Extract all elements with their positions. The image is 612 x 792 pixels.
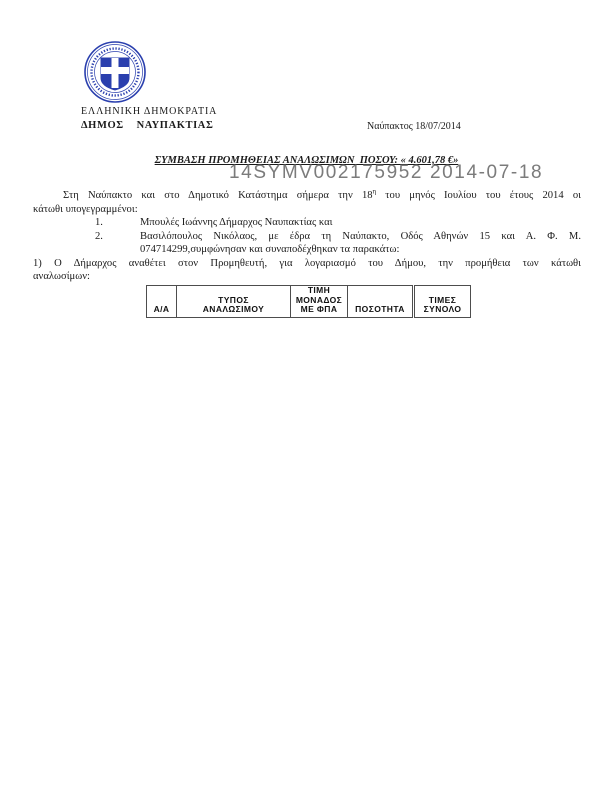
col-header-total: ΤΙΜΕΣ ΣΥΝΟΛΟ	[414, 286, 471, 318]
list-number: 2.	[95, 230, 103, 242]
col-header-unit-price: ΤΙΜΗ ΜΟΝΑΔΟΣ ΜΕ ΦΠΑ	[291, 286, 348, 318]
body-text	[33, 189, 581, 284]
list-item-text: 074714299,συμφώνησαν και συναποδέχθηκαν τα παρακάτω:	[140, 244, 400, 255]
paragraph-text: Στη Ναύπακτο και στο Δημοτικό Κατάστημα σήμερα την 18	[63, 190, 373, 201]
col-header-aa: Α/Α	[147, 286, 177, 318]
list-item-2-line-2	[33, 243, 581, 257]
list-number: 1.	[95, 217, 103, 228]
list-item-text: Μπουλές Ιωάννης Δήμαρχος Ναυπακτίας και	[140, 217, 333, 228]
paragraph-text: του μηνός Ιουλίου του έτους 2014 οι	[376, 190, 581, 201]
list-item-2-line-1	[33, 230, 581, 244]
document-title: ΣΥΜΒΑΣΗ ΠΡΟΜΗΘΕΙΑΣ ΑΝΑΛΩΣΙΜΩΝ ΠΟΣΟΥ: « 4.601,78 €»	[154, 155, 459, 166]
municipality-emblem-icon	[83, 40, 147, 104]
registry-number-watermark: 14SYMV002175952 2014-07-18	[229, 162, 544, 183]
place-and-date: Ναύπακτος 18/07/2014	[367, 121, 461, 132]
org-name-line1: ΕΛΛΗΝΙΚΗ ΔΗΜΟΚΡΑΤΙΑ	[81, 106, 218, 117]
col-header-quantity: ΠΟΣΟΤΗΤΑ	[348, 286, 414, 318]
superscript-eta: η	[372, 188, 377, 196]
paragraph-1-line-2: κάτωθι υπογεγραμμένοι:	[33, 203, 138, 215]
paragraph-1-line-1	[33, 189, 581, 203]
table-header	[147, 286, 471, 318]
paragraph-2-line-2: αναλωσίμων:	[33, 271, 90, 282]
list-item-text: Βασιλόπουλος Νικόλαος, με έδρα τη Ναύπακτο, Οδός Αθηνών 15 και Α. Φ. Μ.	[140, 230, 581, 242]
org-name-line2: ΔΗΜΟΣ ΝΑΥΠΑΚΤΙΑΣ	[81, 120, 214, 131]
paragraph-2-line-1: 1) Ο Δήμαρχος αναθέτει στον Προμηθευτή, για λογαριασμό του Δήμου, την προμήθεια των κάτωθι	[33, 257, 581, 269]
consumables-table	[146, 285, 471, 318]
list-item-1	[33, 216, 581, 230]
col-header-type: ΤΥΠΟΣ ΑΝΑΛΩΣΙΜΟΥ	[177, 286, 291, 318]
